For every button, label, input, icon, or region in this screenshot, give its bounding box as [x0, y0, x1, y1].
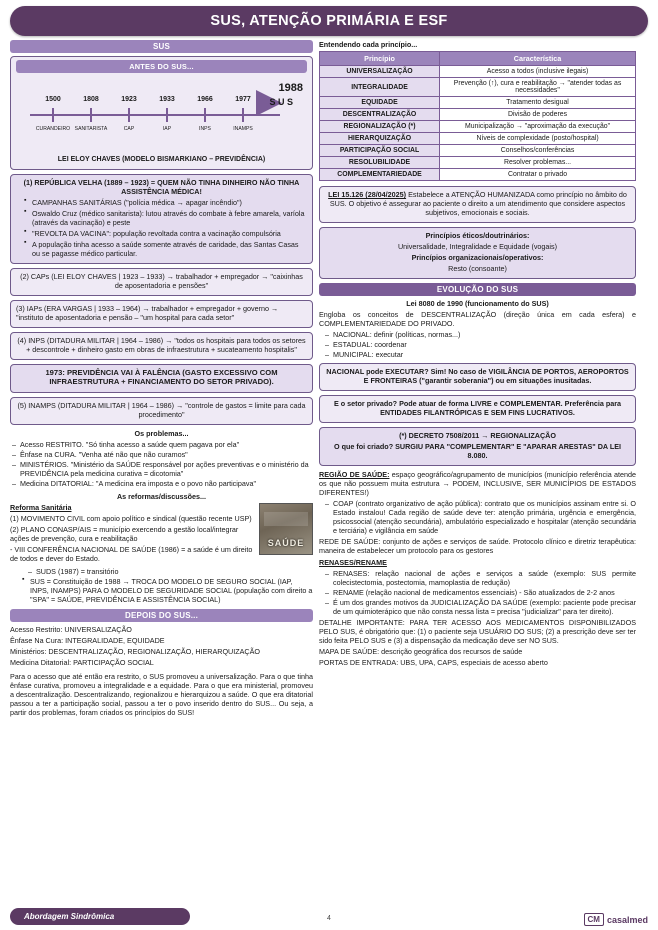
entendendo-title: Entendendo cada princípio...	[319, 40, 418, 49]
setor-privado-text: E o setor privado? Pode atuar de forma LIVRE e COMPLEMENTAR. Preferência para ENTIDADES FILANTRÓPICAS E SEM FINS LUCRATIVOS.	[333, 399, 622, 417]
depois-item-2: Ênfase Na Cura: INTEGRALIDADE, EQUIDADE	[10, 635, 165, 645]
timeline	[16, 76, 307, 154]
renases-rename-title: RENASES/RENAME	[319, 558, 387, 567]
lei-15126-number: LEI 15.126 (28/04/2025)	[328, 190, 407, 199]
cell-principio: REGIONALIZAÇÃO (*)	[320, 121, 440, 133]
eticos-text: Universalidade, Integralidade e Equidade (vogais)	[397, 242, 558, 251]
decreto-title: (*) DECRETO 7508/2011 → REGIONALIZAÇÃO	[399, 431, 556, 440]
timeline-year: 1808	[83, 96, 99, 103]
list-item: – Acesso RESTRITO. "Só tinha acesso a saúde quem pagava por ela"	[12, 440, 313, 449]
list-item: – ESTADUAL: coordenar	[325, 340, 636, 349]
cell-caracteristica: Prevenção (↑), cura e reabilitação → "atender todas as necessidades"	[440, 78, 636, 97]
depois-item-3: Ministérios: DESCENTRALIZAÇÃO, REGIONALIZAÇÃO, HIERARQUIZAÇÃO	[10, 646, 261, 656]
section-bar-antes: ANTES DO SUS...	[16, 60, 307, 73]
inamps-block	[10, 397, 313, 425]
inamps-text: (5) INAMPS (DITADURA MILITAR | 1964 – 1986) → "controle de gastos = limite para cada procedimento"	[17, 400, 306, 419]
page-number: 4	[327, 915, 331, 922]
timeline-year: 1966	[197, 96, 213, 103]
table-row	[320, 169, 636, 181]
list-item: – MINISTÉRIOS. "Ministério da SAÚDE responsável por ações preventivas e o ministério da PREVIDÊNCIA pela medicina curativa = dicotomia"	[12, 460, 313, 478]
timeline-label: IAP	[162, 126, 172, 132]
cell-principio: INTEGRALIDADE	[320, 78, 440, 97]
table-row	[320, 66, 636, 78]
list-item: ▪ CAMPANHAS SANITÁRIAS ("polícia médica → apagar incêndio")	[24, 198, 307, 207]
reforma-sus-list	[10, 577, 313, 604]
cell-principio: EQUIDADE	[320, 97, 440, 109]
problemas-list	[10, 440, 313, 488]
mapa-saude-text: MAPA DE SAÚDE: descrição geográfica dos recursos de saúde	[319, 647, 523, 656]
nacional-executar-text: NACIONAL pode EXECUTAR? Sim! No caso de VIGILÂNCIA DE PORTOS, AEROPORTOS E FRONTEIRAS ("garantir soberania") ou em situações inusitadas.	[326, 367, 629, 385]
cell-caracteristica: Acesso a todos (inclusive ilegais)	[440, 66, 636, 78]
timeline-label: INAMPS	[233, 126, 253, 132]
section-bar-sus: SUS	[10, 40, 313, 53]
saude-poster-image	[259, 503, 313, 555]
list-item: – RENAME (relação nacional de medicamentos essenciais) - São atualizados de 2-2 anos	[325, 588, 636, 597]
republica-velha-list	[16, 198, 307, 258]
list-item: ▪ "REVOLTA DA VACINA": população revoltada contra a vacinação compulsória	[24, 229, 307, 238]
section-bar-evolucao: EVOLUÇÃO DO SUS	[319, 283, 636, 296]
reforma-item-2: (2) PLANO CONASP/AIS = município exercendo a gestão local/integrar ações de prevenção, cura e reabilitação	[10, 524, 239, 543]
iaps-text: (3) IAPs (ERA VARGAS | 1933 – 1964) → trabalhador + empregador + governo → "instituto de aposentadoria e pensão – "um hospital para cada setor"	[16, 304, 279, 322]
regiao-saude-label: REGIÃO DE SAÚDE:	[319, 470, 390, 479]
timeline-label: INPS	[199, 126, 211, 132]
table-row	[320, 78, 636, 97]
portas-entrada-text: PORTAS DE ENTRADA: UBS, UPA, CAPS, especiais de acesso aberto	[319, 658, 548, 667]
cell-principio: UNIVERSALIZAÇÃO	[320, 66, 440, 78]
decreto-7508-box	[319, 427, 636, 466]
cell-caracteristica: Níveis de complexidade (posto/hospital)	[440, 133, 636, 145]
table-row	[320, 145, 636, 157]
nacional-executar-box	[319, 363, 636, 391]
timeline-label: CAP	[123, 126, 135, 132]
depois-do-sus-list	[10, 625, 313, 667]
footer-logo	[584, 913, 648, 926]
cell-caracteristica: Contratar o privado	[440, 169, 636, 181]
lei-15126-box	[319, 186, 636, 223]
organizacionais-title: Princípios organizacionais/operativos:	[411, 253, 544, 262]
reforma-item-3: - VIII CONFERÊNCIA NACIONAL DE SAÚDE (1986) = a saúde é um direito de todos e dever do Estado.	[10, 544, 253, 563]
timeline-end-year: 1988	[278, 82, 303, 94]
timeline-tick	[52, 108, 54, 122]
timeline-year: 1977	[235, 96, 251, 103]
eticos-title: Princípios éticos/doutrinários:	[425, 231, 530, 240]
falencia-block	[10, 364, 313, 393]
iaps-block	[10, 300, 313, 328]
list-item: – RENASES: relação nacional de ações e serviços a saúde (exemplo: SUS permite colecistectomia, postectomia, mamoplastia de redução)	[325, 569, 636, 587]
reforma-sub-list	[10, 567, 313, 576]
principios-table	[319, 51, 636, 181]
cell-caracteristica: Divisão de poderes	[440, 109, 636, 121]
cell-caracteristica: Tratamento desigual	[440, 97, 636, 109]
cell-principio: HIERARQUIZAÇÃO	[320, 133, 440, 145]
table-row	[320, 133, 636, 145]
rede-saude-text: REDE DE SAÚDE: conjunto de ações e serviços de saúde. Protocolo clínico e diretriz terapêutica: maneira de estabelecer um protocolo para os gestores	[319, 537, 636, 555]
casalmed-mark-icon: CM	[584, 913, 604, 926]
timeline-tick	[90, 108, 92, 122]
list-item: – Medicina DITATORIAL: "A medicina era imposta e o povo não participava"	[12, 479, 313, 488]
table-row	[320, 109, 636, 121]
table-row	[320, 157, 636, 169]
regiao-saude-block	[319, 470, 636, 667]
cell-caracteristica: Conselhos/conferências	[440, 145, 636, 157]
organizacionais-text: Resto (consoante)	[448, 264, 507, 273]
cell-principio: RESOLUBILIDADE	[320, 157, 440, 169]
reforma-sanitaria-block	[10, 503, 313, 565]
cell-caracteristica: Municipalização → "aproximação da execução"	[440, 121, 636, 133]
coap-list	[319, 499, 636, 535]
cell-principio: PARTICIPAÇÃO SOCIAL	[320, 145, 440, 157]
timeline-end-label: S U S	[269, 97, 293, 107]
list-item: – SUDS (1987) = transitório	[28, 567, 313, 576]
falencia-text: 1973: PREVIDÊNCIA VAI À FALÊNCIA (GASTO EXCESSIVO COM INFRAESTRUTURA + FINANCIAMENTO DO SETOR PRIVADO).	[45, 368, 278, 387]
antes-do-sus-section	[10, 56, 313, 170]
list-item: – MUNICIPAL: executar	[325, 350, 636, 359]
caps-text: (2) CAPs (LEI ELOY CHAVES | 1923 – 1933) → trabalhador + empregador → "caixinhas de aposentadoria e pensões"	[20, 272, 303, 290]
regiao-saude-text	[319, 470, 636, 497]
list-item: ▪ Oswaldo Cruz (médico sanitarista): lutou através do combate à febre amarela, varíola (através da vacinação) e peste	[24, 209, 307, 227]
timeline-year: 1933	[159, 96, 175, 103]
inps-text: (4) INPS (DITADURA MILITAR | 1964 – 1986) → "todos os hospitais para todos os setores + descontrole + dinheiro gasto em obras de infraestrutura + sucateamento hospitalis"	[17, 336, 306, 354]
left-column	[10, 40, 313, 719]
timeline-tick	[204, 108, 206, 122]
page	[0, 6, 658, 930]
col-header-principio: Princípio	[320, 52, 440, 66]
section-bar-depois: DEPOIS DO SUS...	[10, 609, 313, 622]
footer	[0, 904, 658, 930]
cell-caracteristica: Resolver problemas...	[440, 157, 636, 169]
problemas-title: Os problemas...	[134, 428, 189, 438]
table-header-row	[320, 52, 636, 66]
lei-8080-block	[319, 299, 636, 359]
caps-block	[10, 268, 313, 296]
closing-paragraph: Para o acesso que até então era restrito, o SUS promoveu a universalização. Para o que tinha ênfase curativa, promoveu a integralidade e a equidade. Para o que era ministerial, promoveu a descentralização. Descentralizando, regionalizou e hierarquizou a saúde. O que era ditatorial passou a ter a participação social, passou a ter o povo inserido dentro do SUS... Ou seja, a partir dos problemas, foram criados os princípios do SUS!	[10, 671, 313, 717]
lei-8080-text: Engloba os conceitos de DESCENTRALIZAÇÃO (direção única em cada esfera) e COMPLEMENTARIEDADE DO PRIVADO.	[319, 310, 636, 328]
lei-15126-text	[325, 190, 630, 217]
timeline-tick	[166, 108, 168, 122]
timeline-tick	[242, 108, 244, 122]
timeline-label: CURANDEIRO	[35, 126, 71, 132]
detalhe-importante-text: DETALHE IMPORTANTE: PARA TER ACESSO AOS MEDICAMENTOS DISPONIBILIZADOS PELO SUS, é obrigatório que: (1) o paciente seja USUÁRIO DO SUS; (2) a prescrição deve ser ter sido feita PELO SUS e (3) a dispensação da medicação deve ser NO SUS.	[319, 618, 636, 645]
list-item: ▪ A população tinha acesso a saúde somente através de caridade, das Santas Casas ou se pagasse médico particular.	[24, 240, 307, 258]
timeline-year: 1923	[121, 96, 137, 103]
republica-velha-block	[10, 174, 313, 264]
list-item: – Ênfase na CURA. "Venha até não que não curamos"	[12, 450, 313, 459]
content-columns	[0, 40, 658, 719]
renases-list	[319, 569, 636, 616]
timeline-year: 1500	[45, 96, 61, 103]
table-row	[320, 97, 636, 109]
inps-block	[10, 332, 313, 360]
list-item: ▪ SUS = Constituição de 1988 → TROCA DO MODELO DE SEGURO SOCIAL (IAP, INPS, INAMPS) PARA O MODELO DE SEGURIDADE SOCIAL (população com direito a "SPA" = SAÚDE, PREVIDÊNCIA E ASSISTÊNCIA SOCIAL)	[22, 577, 313, 604]
cell-principio: DESCENTRALIZAÇÃO	[320, 109, 440, 121]
decreto-subtitle: O que foi criado? SURGIU PARA "COMPLEMENTAR" E "APARAR ARESTAS" DA LEI 8.080.	[333, 442, 622, 460]
depois-item-4: Medicina Ditatorial: PARTICIPAÇÃO SOCIAL	[10, 657, 154, 667]
casalmed-name: casalmed	[606, 914, 648, 925]
table-row	[320, 121, 636, 133]
regiao-saude-body: espaço geográfico/agrupamento de municípios (município referência atende os que não possuem muita estrutura → PODEM, INCLUSIVE, SER MUNICÍPIOS DE ESTADOS DIFERENTES!)	[319, 470, 637, 497]
setor-privado-box	[319, 395, 636, 423]
republica-velha-heading: (1) REPÚBLICA VELHA (1889 – 1923) = QUEM NÃO TINHA DINHEIRO NÃO TINHA ASSISTÊNCIA MÉDICA!	[23, 178, 300, 196]
reforma-sanitaria-heading: Reforma Sanitária	[10, 502, 72, 512]
cell-principio: COMPLEMENTARIEDADE	[320, 169, 440, 181]
timeline-label: SANITARISTA	[74, 126, 108, 132]
lei-8080-title: Lei 8080 de 1990 (funcionamento do SUS)	[406, 299, 549, 308]
list-item: – NACIONAL: definir (políticas, normas...)	[325, 330, 636, 339]
page-title: SUS, ATENÇÃO PRIMÁRIA E ESF	[10, 6, 648, 36]
lei-eloy-caption: LEI ELOY CHAVES (MODELO BISMARKIANO – PREVIDÊNCIA)	[57, 156, 266, 163]
footer-brand: Abordagem Sindrômica	[10, 908, 190, 925]
timeline-tick	[128, 108, 130, 122]
principios-eticos-box	[319, 227, 636, 279]
reformas-title: As reformas/discussões...	[116, 491, 207, 501]
lei-15126-body: Estabelece a ATENÇÃO HUMANIZADA como princípio no âmbito do SUS. O objetivo é assegurar ao paciente o direito a um atendimento que considere aspectos subjetivos, emocionais e sociais.	[329, 190, 627, 217]
lei-8080-list	[319, 330, 636, 359]
reforma-item-1: (1) MOVIMENTO CIVIL com apoio político e sindical (questão recente USP)	[10, 513, 252, 523]
col-header-caracteristica: Característica	[440, 52, 636, 66]
right-column	[319, 40, 636, 669]
depois-item-1: Acesso Restrito: UNIVERSALIZAÇÃO	[10, 624, 132, 634]
list-item: – É um dos grandes motivos da JUDICIALIZAÇÃO DA SAÚDE (exemplo: paciente pode precisar de um quimioterápico que não consta nessa lista = precisa "judicializar" para ter direito).	[325, 598, 636, 616]
list-item: – COAP (contrato organizativo de ação pública): contrato que os municípios assinam entre si. O Estado instalou! Cada região de saúde deve ter: atenção primária, urgência e emergência, psicossocial (atenção secundária), ambulatório especializado e hospitalar (atenção secundária e terciária) e vigilância em saúde	[325, 499, 636, 535]
